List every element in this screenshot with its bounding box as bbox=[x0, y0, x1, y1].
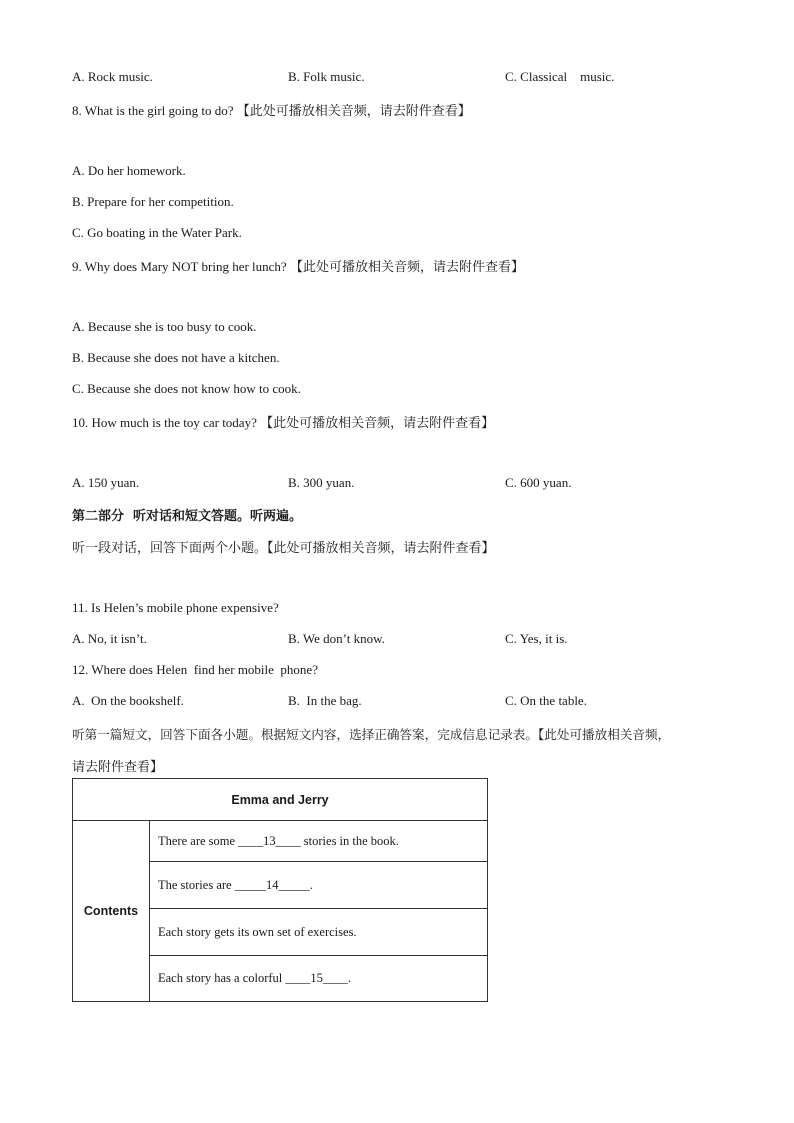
q10-question: 10. How much is the toy car today? bbox=[72, 415, 257, 430]
blank-13: ____13____ bbox=[238, 833, 301, 848]
q9-question: 9. Why does Mary NOT bring her lunch? bbox=[72, 259, 287, 274]
passage-intro-line2: 请去附件查看】 bbox=[72, 760, 164, 775]
q8-question: 8. What is the girl going to do? bbox=[72, 103, 234, 118]
table-cell-row2 bbox=[150, 862, 488, 909]
q11-question: 11. Is Helen’s mobile phone expensive? bbox=[72, 600, 279, 615]
q10-question-line bbox=[72, 412, 494, 431]
q8-audio-note: 【此处可播放相关音频，请去附件查看】 bbox=[236, 104, 471, 119]
q8-option-c: C. Go boating in the Water Park. bbox=[72, 225, 242, 240]
info-record-table bbox=[72, 778, 488, 1002]
q9-option-a: A. Because she is too busy to cook. bbox=[72, 319, 257, 334]
q9-option-c: C. Because she does not know how to cook. bbox=[72, 381, 301, 396]
table-title-row bbox=[73, 779, 488, 821]
row1-text-after: stories in the book. bbox=[300, 833, 399, 848]
q12-option-b: B. In the bag. bbox=[288, 693, 362, 708]
part2-heading: 第二部分 听对话和短文答题。听两遍。 bbox=[72, 509, 303, 524]
passage-intro-line1: 听第一篇短文，回答下面各小题。根据短文内容，选择正确答案，完成信息记录表。【此处可播放相关音频， bbox=[72, 727, 671, 742]
q9-audio-note: 【此处可播放相关音频，请去附件查看】 bbox=[289, 260, 524, 275]
q11-option-b: B. We don’t know. bbox=[288, 631, 385, 646]
table-title: Emma and Jerry bbox=[73, 779, 488, 821]
q8-option-a: A. Do her homework. bbox=[72, 163, 186, 178]
q7-option-a: A. Rock music. bbox=[72, 69, 153, 84]
row2-text-after: . bbox=[309, 877, 313, 892]
table-row bbox=[73, 821, 488, 862]
q7-option-c: C. Classical music. bbox=[505, 69, 615, 84]
row4-text-after: . bbox=[347, 971, 352, 985]
q12-option-a: A. On the bookshelf. bbox=[72, 693, 184, 708]
q11-option-c: C. Yes, it is. bbox=[505, 631, 568, 646]
q7-option-b: B. Folk music. bbox=[288, 69, 365, 84]
q10-audio-note: 【此处可播放相关音频，请去附件查看】 bbox=[260, 416, 495, 431]
dialogue-intro: 听一段对话，回答下面两个小题。【此处可播放相关音频，请去附件查看】 bbox=[72, 541, 495, 556]
blank-14: _____14_____ bbox=[234, 877, 310, 892]
q10-option-a: A. 150 yuan. bbox=[72, 475, 140, 490]
table-cell-row4 bbox=[150, 956, 488, 1002]
q11-option-a: A. No, it isn’t. bbox=[72, 631, 147, 646]
q10-option-b: B. 300 yuan. bbox=[288, 475, 355, 490]
q8-option-b: B. Prepare for her competition. bbox=[72, 194, 234, 209]
row1-text-before: There are some bbox=[158, 833, 239, 848]
row2-text-before: The stories are bbox=[158, 877, 235, 892]
q12-question: 12. Where does Helen find her mobile phone? bbox=[72, 662, 318, 677]
q12-option-c: C. On the table. bbox=[505, 693, 587, 708]
q9-option-b: B. Because she does not have a kitchen. bbox=[72, 350, 280, 365]
blank-15: ____15____ bbox=[285, 971, 348, 985]
q9-question-line bbox=[72, 256, 524, 275]
table-label-contents: Contents bbox=[73, 821, 150, 1002]
q10-option-c: C. 600 yuan. bbox=[505, 475, 572, 490]
table-cell-row3: Each story gets its own set of exercises. bbox=[150, 909, 488, 956]
row4-text-before: Each story has a colorful bbox=[158, 971, 286, 985]
table-cell-row1 bbox=[150, 821, 488, 862]
q8-question-line bbox=[72, 100, 471, 119]
